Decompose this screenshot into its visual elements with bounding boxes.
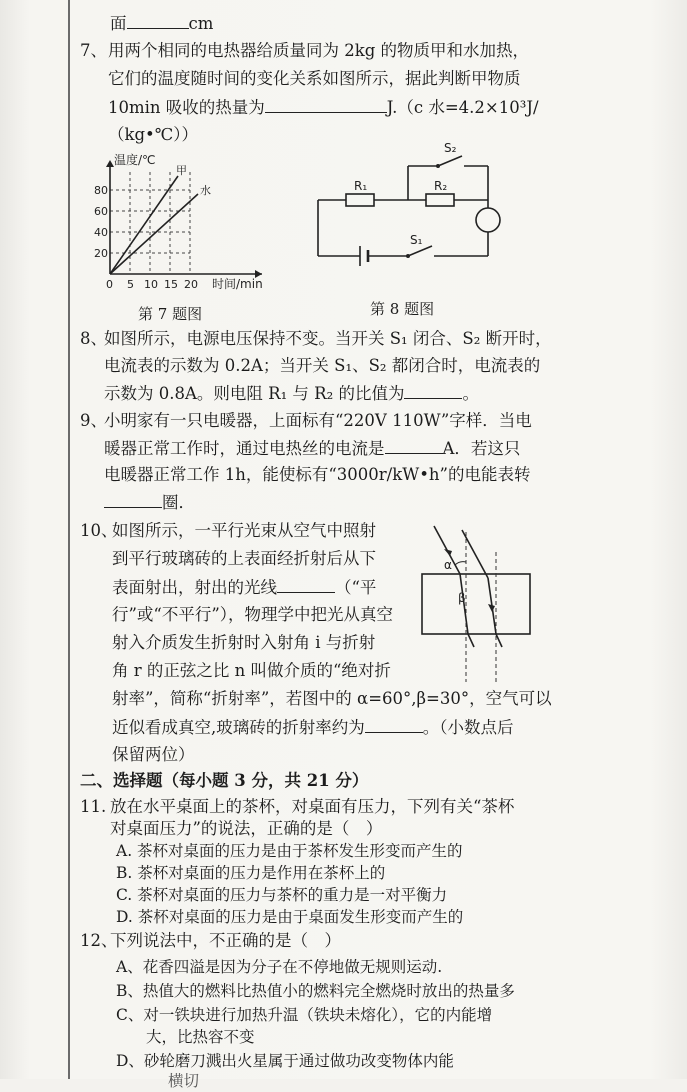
margin-line: [68, 0, 70, 1079]
q7-line4: （kg•℃））: [108, 125, 199, 144]
q9-number: 9、: [80, 411, 107, 430]
fig8-label-s1: S₁: [410, 233, 423, 247]
q12-option-b[interactable]: B、热值大的燃料比热值小的燃料完全燃烧时放出的热量多: [116, 982, 515, 1000]
fig8-resistor-r1: [346, 194, 374, 206]
q10-line1: 如图所示，一平行光束从空气中照射: [112, 521, 376, 540]
fig8-label-s2: S₂: [444, 141, 457, 155]
q7-line2: 它们的温度随时间的变化关系如图所示，据此判断甲物质: [108, 69, 521, 88]
q10-line7: 射率”，简称“折射率”，若图中的 α=60°,β=30°，空气可以: [112, 689, 552, 708]
q10-blank-index[interactable]: [365, 716, 423, 733]
q11-number: 11.: [80, 797, 107, 816]
fig7-graph: [90, 150, 280, 298]
fig7-caption: 第 7 题图: [138, 305, 203, 323]
q8-blank[interactable]: [404, 382, 462, 399]
fig10-ray-1-out: [468, 634, 474, 647]
q10-number: 10、: [80, 521, 118, 540]
q7-line3-a: 10min 吸收的热量为: [108, 98, 265, 117]
q12-option-a[interactable]: A、花香四溢是因为分子在不停地做无规则运动.: [116, 958, 443, 976]
fig8-label-r1: R₁: [354, 179, 368, 193]
q12-option-c[interactable]: C、对一铁块进行加热升温（铁块未熔化），它的内能增: [116, 1006, 493, 1024]
q9-blank-turns[interactable]: [104, 491, 162, 508]
fig8-switch-s2: [438, 156, 462, 166]
fig10-glass-block: [408, 522, 548, 687]
q12-option-d[interactable]: D、砂轮磨刀溅出火星属于通过做功改变物体内能: [116, 1052, 454, 1070]
q9-line4-b: 圈．: [162, 493, 195, 512]
q10-line4: 行”或“不平行”），物理学中把光从真空: [112, 605, 394, 624]
q6-tail: [110, 12, 213, 35]
q10-line3: [112, 576, 376, 599]
q6-unit: cm: [188, 14, 214, 33]
q12-option-c-cont: 大，比热容不变: [146, 1028, 255, 1046]
fig7-ytick-40: 40: [94, 226, 108, 239]
fig8-label-r2: R₂: [434, 179, 448, 193]
q10-line9: 保留两位）: [112, 745, 195, 764]
q8-line1: 如图所示，电源电压保持不变。当开关 S₁ 闭合、S₂ 断开时，: [104, 329, 552, 348]
q10-line8: [112, 716, 514, 739]
q9-line3: 电暖器正常工作 1h，能使标有“3000r/kW•h”的电能表转: [104, 465, 531, 484]
q10-line8-b: 。（小数点后: [422, 718, 514, 737]
q9-line2: [104, 437, 520, 460]
q9-blank-current[interactable]: [385, 437, 443, 454]
q7-blank[interactable]: [265, 96, 387, 113]
q10-line8-a: 近似看成真空,玻璃砖的折射率约为: [112, 718, 365, 737]
fig7-xlabel: 时间/min: [212, 277, 263, 291]
q10-line6: 角 r 的正弦之比 n 叫做介质的“绝对折: [112, 661, 391, 680]
fig7-label-water: 水: [200, 184, 211, 197]
fig10-alpha: α: [444, 558, 452, 572]
q8-line2: 电流表的示数为 0.2A；当开关 S₁、S₂ 都闭合时，电流表的: [104, 356, 541, 375]
q10-line5: 射入介质发生折射时入射角 i 与折射: [112, 633, 376, 652]
fig7-xtick-5: 5: [127, 278, 134, 291]
fig7-xtick-10: 10: [144, 278, 158, 291]
q11-option-c[interactable]: C. 茶杯对桌面的压力与茶杯的重力是一对平衡力: [116, 886, 448, 904]
fig8-switch-s1: [408, 246, 432, 256]
q8-number: 8、: [80, 329, 107, 348]
q11-line2: 对桌面压力”的说法，正确的是（ ）: [110, 819, 383, 838]
q8-line3-b: 。: [462, 384, 479, 403]
fig7-ytick-20: 20: [94, 247, 108, 260]
q11-option-a[interactable]: A. 茶杯对桌面的压力是由于茶杯发生形变而产生的: [116, 842, 463, 860]
q8-line3: [104, 382, 479, 405]
q8-line3-a: 示数为 0.8A。则电阻 R₁ 与 R₂ 的比值为: [104, 384, 405, 403]
q7-line1: 用两个相同的电热器给质量同为 2kg 的物质甲和水加热，: [108, 41, 530, 60]
q6-blank[interactable]: [127, 12, 189, 29]
q10-line3-a: 表面射出，射出的光线: [112, 578, 277, 597]
fig7-line-jia: [110, 176, 178, 274]
fig7-xtick-20: 20: [184, 278, 198, 291]
q12-stem: 下列说法中，不正确的是（ ）: [110, 931, 341, 950]
q9-line4: [104, 491, 195, 514]
fig8-circuit: [308, 140, 518, 270]
q7-number: 7、: [80, 41, 107, 60]
fig7-xtick-0: 0: [106, 278, 113, 291]
q10-line3-b: （“平: [335, 578, 377, 597]
q6-prefix: 面: [110, 14, 127, 33]
q12-number: 12、: [80, 931, 118, 950]
fig7-line-water: [110, 194, 198, 274]
q10-blank-parallel[interactable]: [277, 576, 335, 593]
fig7-ytick-80: 80: [94, 184, 108, 197]
q9-line1: 小明家有一只电暖器，上面标有“220V 110W”字样．当电: [104, 411, 532, 430]
q12-cut-text: 横切: [168, 1072, 200, 1090]
fig7-ylabel: 温度/℃: [114, 153, 156, 167]
fig7-label-jia: 甲: [176, 164, 187, 177]
fig7-xtick-15: 15: [164, 278, 178, 291]
q7-line3: [108, 96, 539, 119]
fig10-block: [422, 574, 530, 634]
q11-option-d[interactable]: D. 茶杯对桌面的压力是由于桌面发生形变而产生的: [116, 908, 464, 926]
q10-line2: 到平行玻璃砖的上表面经折射后从下: [112, 549, 376, 568]
q9-line2-b: A．若这只: [442, 439, 521, 458]
fig10-beta: β: [458, 591, 466, 605]
fig8-ammeter: [476, 208, 500, 232]
fig7-ytick-60: 60: [94, 205, 108, 218]
q11-option-b[interactable]: B. 茶杯对桌面的压力是作用在茶杯上的: [116, 864, 386, 882]
q7-line3-b: J.（c 水=4.2×10³J/: [386, 98, 539, 117]
section2-heading: 二、选择题（每小题 3 分，共 21 分）: [80, 771, 369, 790]
fig8-caption: 第 8 题图: [370, 300, 435, 318]
q11-line1: 放在水平桌面上的茶杯，对桌面有压力，下列有关“茶杯: [110, 797, 515, 816]
fig8-resistor-r2: [426, 194, 454, 206]
q9-line2-a: 暖器正常工作时，通过电热丝的电流是: [104, 439, 385, 458]
fig10-ray-2-out: [496, 634, 502, 647]
